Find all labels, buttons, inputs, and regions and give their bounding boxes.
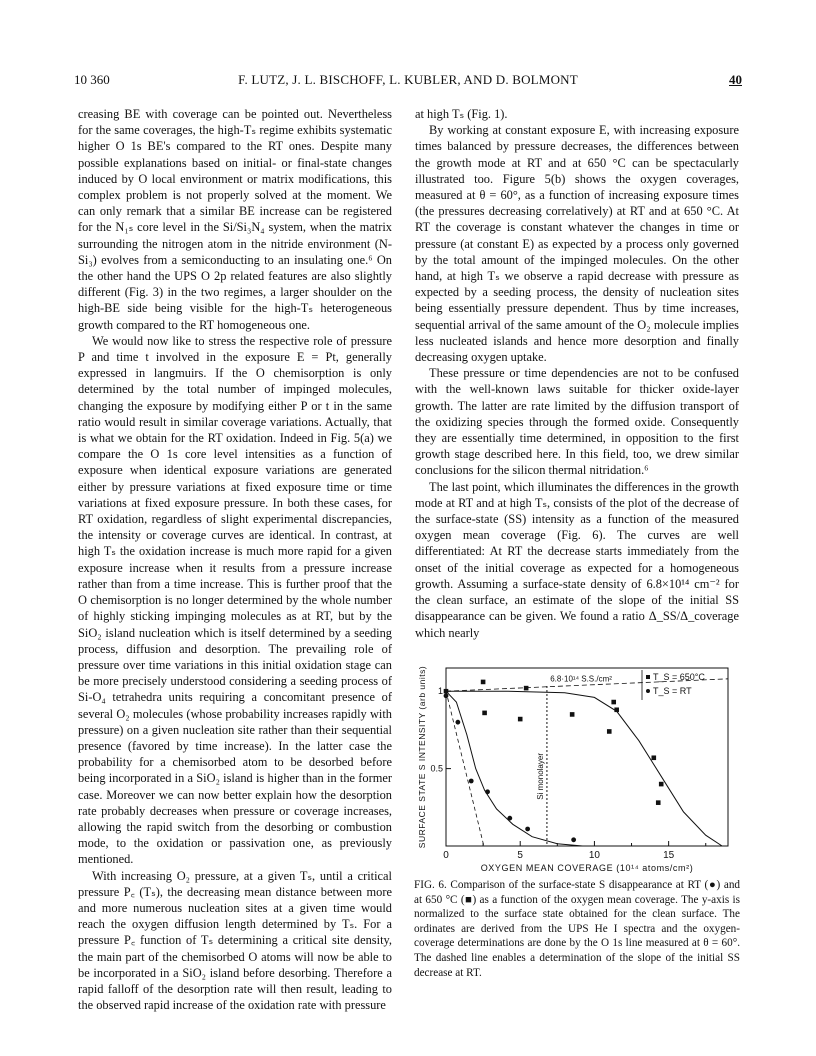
monolayer-label: Si monolayer <box>535 753 545 800</box>
data-point-650c <box>659 782 664 787</box>
density-annotation: 6.8·10¹⁴ S.S./cm² <box>550 674 612 684</box>
x-tick-label: 10 <box>588 850 600 861</box>
figure-6 <box>416 648 742 878</box>
figure-6-chart <box>416 648 742 878</box>
data-point-650c <box>481 680 486 685</box>
page-header <box>74 72 742 92</box>
volume-number: 40 <box>729 72 742 87</box>
data-point-650c <box>444 689 449 694</box>
fit-curve-rt <box>446 691 583 846</box>
right-paragraph-1: at high Tₛ (Fig. 1). <box>415 107 508 121</box>
left-paragraph-2: We would now like to stress the respective role of pressure P and time t involved in the exposure E = Pt, generally expressed in langmuirs. If the O chemisorption is only determined by the total number of impinged molecules, changing the exposure by modifying either P or t in the same ratio would result in similar coverage variations. Actually, that is what we obtain for the RT oxidation. Indeed in Fig. 5(a) we compare the O 1s core level intensities as a function of exposure when identical exposure variations are generated either by pressure variations at fixed exposure time or time variations at fixed exposure pressure. In both these cases, for RT oxidation, regardless of slight experimental discrepancies, the intensity or coverage curves are identical. In contrast, at high Tₛ the oxidation increase is much more rapid for a given exposure increase when it results from a pressure increase rather than from a time increase. This is further proof that the O chemisorption is no longer determined by the whole number of highly sticking impinging molecules as at RT, but by the SiO₂ island nucleation which is itself determined by a seeding process, diffusion and desorption. The prevailing role of pressure over time variations in this initial oxidation stage can be more precisely understood considering a seeding process of Si-O₄ tetrahedra units requiring a concomitant presence of several O₂ molecules (whose probability increases rapidly with pressure) on a given nucleation site rather than their sequential presence (favored by time increase). In the latter case the probability for a chemisorbed atom to be desorbed before being incorporated in a SiO₂ island is higher than in the former case. Moreover we can now better explain how the desorption rate probably decreases when pressure or coverage increases, allowing the rapid switch from the desorbing or combustion mode, to the oxidation or passivation one, as previously mentioned. <box>78 333 392 867</box>
data-point-rt <box>507 816 512 821</box>
data-point-rt <box>571 837 576 842</box>
legend-marker-dot <box>646 689 650 693</box>
left-column <box>78 106 392 1013</box>
data-point-650c <box>518 717 523 722</box>
running-authors: F. LUTZ, J. L. BISCHOFF, L. KUBLER, AND D. BOLMONT <box>238 72 578 87</box>
caption-text: Comparison of the surface-state S disappearance at RT (●) and at 650 °C (■) as a function of the oxygen mean coverage. The y-axis is normalized to the surface state obtained for the clean surface. The ordinates are derived from the UPS He I spectra and the oxygen-coverage determinations are done by the O 1s line measured at θ = 60°. The dashed line enables a determination of the slope of the initial SS decrease at RT. <box>414 879 741 979</box>
data-point-650c <box>614 707 619 712</box>
data-point-rt <box>469 779 474 784</box>
data-point-650c <box>607 729 612 734</box>
right-column <box>415 106 739 641</box>
data-point-650c <box>656 800 661 805</box>
left-paragraph-3: With increasing O₂ pressure, at a given Tₛ, until a critical pressure P꜀ (Tₛ), the decreasing mean distance between more and more numerous nucleation sites at a given time would reach the oxygen diffusion length determined by Tₛ. For a pressure P꜀ function of Tₛ determining a critical site density, the main part of the chemisorbed O atoms will now be able to be incorporated in a SiO₂ island before desorbing. Therefore a rapid falloff of the desorption rate will then result, leading to the observed rapid increase of the oxidation rate with pressure <box>78 868 392 1013</box>
x-axis-label: OXYGEN MEAN COVERAGE (10¹⁴ atoms/cm²) <box>480 863 694 873</box>
x-tick-label: 15 <box>663 850 675 861</box>
data-point-650c <box>611 700 616 705</box>
legend-marker-square <box>646 675 650 679</box>
data-point-650c <box>524 686 529 691</box>
data-point-rt <box>444 693 449 698</box>
x-tick-label: 0 <box>443 850 449 861</box>
right-paragraph-3: These pressure or time dependencies are not to be confused with the well-known laws suitable for thicker oxide-layer growth. The latter are rate limited by the diffusion transport of the oxidizing species through the formed oxide. Consequently they are essentially time determined, in opposition to the first growth stage described here. In this field, too, we drew similar conclusions for the silicon thermal nitridation.⁶ <box>415 366 739 478</box>
y-tick-label: 0.5 <box>430 763 443 774</box>
fit-curve-650c <box>446 691 722 846</box>
legend-label: T_S = 650°C <box>653 672 705 682</box>
slope-dashed-line <box>446 691 484 846</box>
page-number: 10 360 <box>74 72 110 87</box>
data-point-rt <box>525 827 530 832</box>
y-axis-label: SURFACE STATE S INTENSITY (arb units) <box>417 665 427 849</box>
data-point-rt <box>455 720 460 725</box>
figure-caption <box>414 878 740 980</box>
data-point-650c <box>651 755 656 760</box>
caption-label: FIG. 6. <box>414 879 447 891</box>
data-point-rt <box>485 789 490 794</box>
x-tick-label: 5 <box>517 850 523 861</box>
data-point-650c <box>482 711 487 716</box>
right-paragraph-4: The last point, which illuminates the differences in the growth mode at RT and at high Tₛ, consists of the plot of the decrease of the surface-state (SS) intensity as a function of the measured oxygen mean coverage (Fig. 6). The curves are well differentiated: At RT the decrease starts immediately from the onset of the initial coverage as expected for a homogeneous growth. Assuming a surface-state density of 6.8×10¹⁴ cm⁻² for the clean surface, an estimate of the slope of the initial SS disappearance can be given. We found a ratio Δ_SS/Δ_coverage which nearly <box>415 479 739 640</box>
y-tick-label: 1 <box>437 686 443 697</box>
right-paragraph-2: By working at constant exposure E, with increasing exposure times balanced by pressure decreases, the differences between the growth mode at RT and at 650 °C can be spectacularly illustrated too. Figure 5(b) shows the oxygen coverages, measured at θ = 60°, as a function of increasing exposure times (the pressures decreasing correlatively) at RT and at 650 °C. At RT the coverage is constant whatever the changes in time or pressure (at constant E) as expected by a process only governed by the total amount of the impinged molecules. On the other hand, at high Tₛ we observe a rapid decrease with pressure as expected by a seeding process, the density of nucleation sites being essentially pressure dependent. Thus by time increases, sequential arrival of the same amount of the O₂ molecule implies less nucleated islands and hence more desorption and finally decreasing oxygen uptake. <box>415 123 739 365</box>
left-paragraph-1: creasing BE with coverage can be pointed out. Nevertheless for the same coverages, the high-Tₛ regime exhibits systematic higher O 1s BE's compared to the RT ones. Despite many possible explanations based on initial- or final-state changes induced by O local environment or matrix modifications, this complex problem is not properly solved at the moment. We can only remark that a similar BE increase can be registered for the N₁ₛ core level in the Si/Si₃N₄ system, when the matrix surrounding the nitrogen atom in the nitride environment (N-Si₃) evolves from a semiconducting to an insulating one.⁶ On the other hand the UPS O 2p related features are also slightly different (Fig. 3) in the two regimes, a larger shoulder on the high-BE side being visible for the high-Tₛ heterogeneous growth compared to the RT homogeneous one. <box>78 107 392 332</box>
legend-label: T_S = RT <box>653 686 692 696</box>
data-point-650c <box>570 712 575 717</box>
